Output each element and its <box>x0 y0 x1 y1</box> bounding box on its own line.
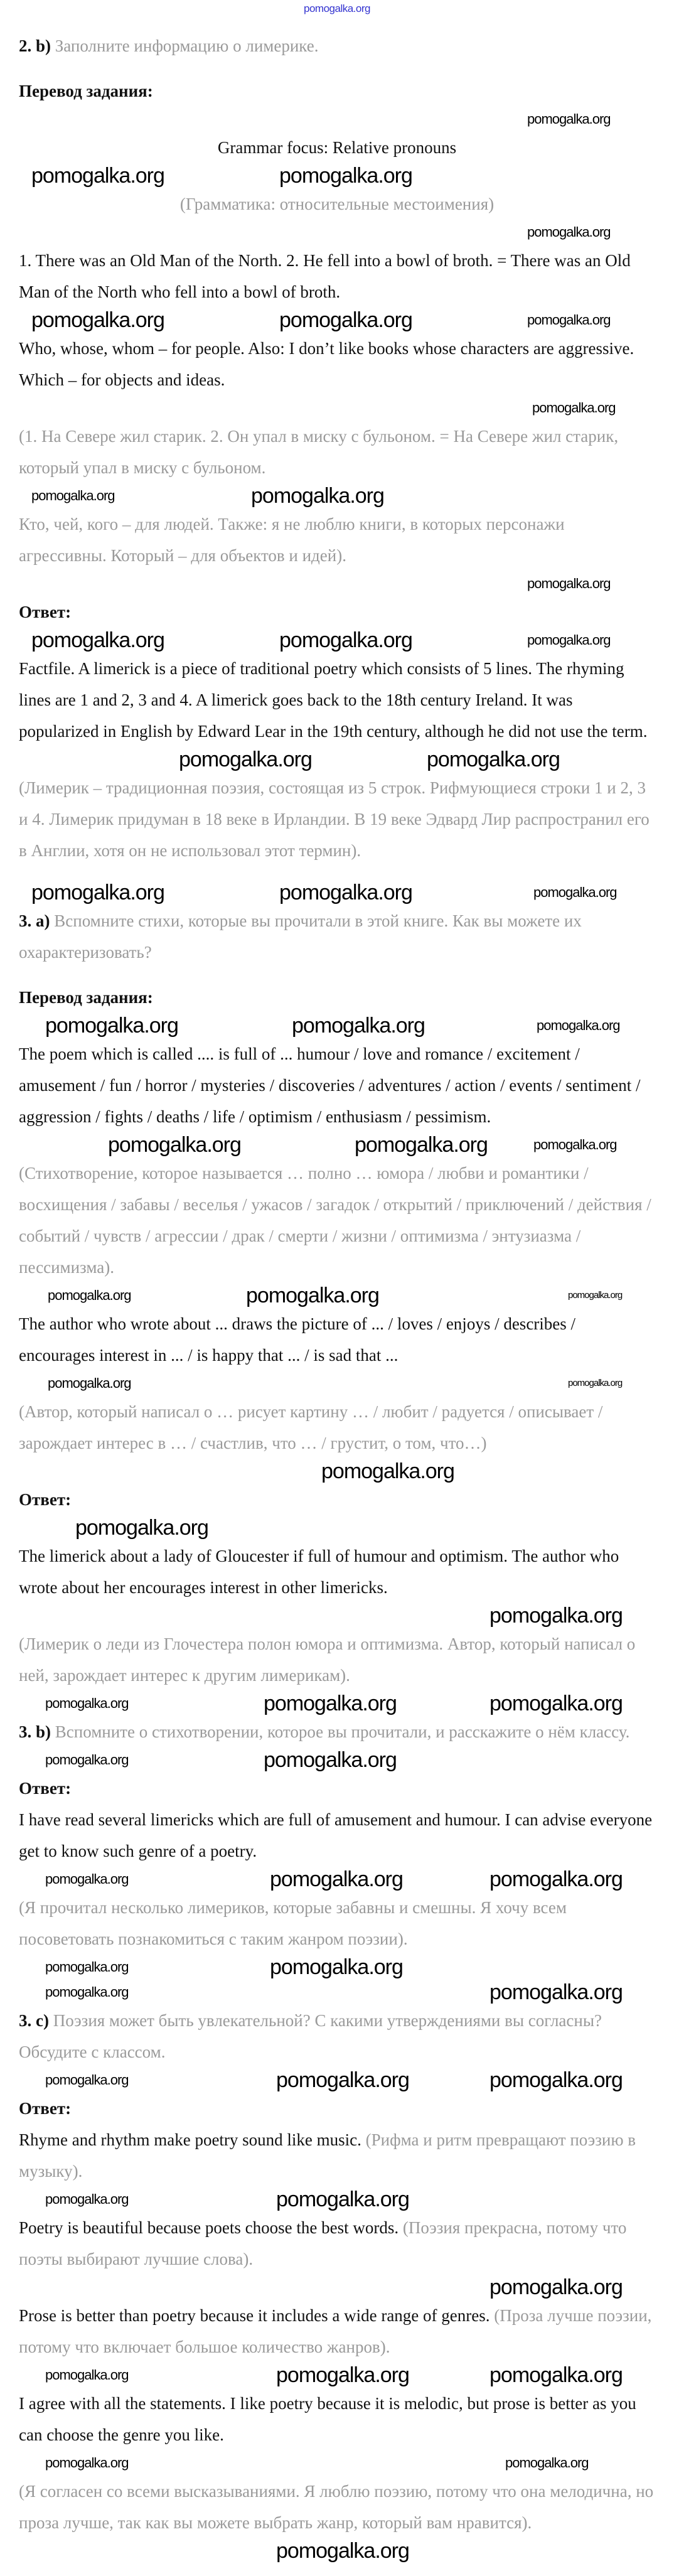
watermark-row <box>19 2450 655 2476</box>
watermark: pomogalka.org <box>45 1695 129 1711</box>
watermark: pomogalka.org <box>489 1604 623 1628</box>
exercise-3a-heading <box>19 905 655 968</box>
answer-label: Ответ: <box>19 2099 72 2118</box>
watermark-row <box>19 1371 655 1396</box>
task-text: Вспомните о стихотворении, которое вы прочитали, и расскажите о нём классу. <box>55 1722 630 1741</box>
watermark: pomogalka.org <box>264 1692 397 1715</box>
answer-text: I agree with all the statements. I like poetry because it is melodic, but prose is better as you can choose the genre you like. <box>19 2394 636 2444</box>
task-text: Поэзия может быть увлекательной? С какими утверждениями вы согласны? Обсудите с классом. <box>19 2011 602 2061</box>
watermark: pomogalka.org <box>537 1017 620 1033</box>
watermark: pomogalka.org <box>532 400 616 416</box>
watermark: pomogalka.org <box>279 881 412 904</box>
statement-translation: (Рифма и ритм превращают поэзию в музыку). <box>19 2130 636 2181</box>
watermark-row <box>19 395 655 421</box>
answer-translation: (Я согласен со всеми высказываниями. Я люблю поэзию, потому что она мелодична, но проза лучше, так как вы можете выбрать жанр, который вам нравится). <box>19 2482 654 2532</box>
watermark: pomogalka.org <box>276 2363 409 2387</box>
grammar-focus-translation: (Грамматика: относительные местоимения) <box>179 195 495 213</box>
task-text: Заполните информацию о лимерике. <box>55 36 319 55</box>
statement-2 <box>19 2212 655 2275</box>
watermark-row <box>19 1955 655 1980</box>
statement-translation: (Поэзия прекрасна, потому что поэты выбирают лучшие слова). <box>19 2218 627 2268</box>
watermark: pomogalka.org <box>527 312 611 328</box>
watermark: pomogalka.org <box>270 1955 403 1979</box>
watermark: pomogalka.org <box>45 2455 129 2471</box>
watermark: pomogalka.org <box>489 1692 623 1715</box>
watermark-row <box>19 483 655 508</box>
translation-label: Перевод задания: <box>19 988 153 1007</box>
watermark-row <box>19 2538 655 2563</box>
watermark-row <box>19 1013 655 1038</box>
watermark-row <box>19 747 655 772</box>
watermark: pomogalka.org <box>270 1867 403 1891</box>
watermark-row <box>19 1867 655 1892</box>
statement-text: Poetry is beautiful because poets choose the best words. <box>19 2218 399 2237</box>
watermark: pomogalka.org <box>489 2363 623 2387</box>
exercise-number: 3. c) <box>19 2011 49 2030</box>
statement-3 <box>19 2300 655 2363</box>
watermark-row <box>19 2275 655 2300</box>
watermark: pomogalka.org <box>31 881 164 904</box>
statement-1 <box>19 2124 655 2187</box>
exercise-number: 2. b) <box>19 36 51 55</box>
watermark: pomogalka.org <box>108 1133 241 1157</box>
answer-label: Ответ: <box>19 1490 72 1509</box>
watermark: pomogalka.org <box>45 1871 129 1887</box>
answer-translation: (Лимерик о леди из Глочестера полон юмора и оптимизма. Автор, который написал о ней, зарождает интерес к другим лимерикам). <box>19 1634 636 1685</box>
statement-text: Prose is better than poetry because it includes a wide range of genres. <box>19 2306 490 2325</box>
watermark-row <box>19 2187 655 2212</box>
watermark: pomogalka.org <box>279 628 412 652</box>
watermark: pomogalka.org <box>251 484 384 508</box>
watermark: pomogalka.org <box>45 2191 129 2207</box>
watermark: pomogalka.org <box>276 2539 409 2563</box>
watermark-row <box>19 1515 655 1540</box>
watermark: pomogalka.org <box>75 1516 208 1540</box>
watermark: pomogalka.org <box>292 1014 425 1038</box>
task-text: Вспомните стихи, которые вы прочитали в этой книге. Как вы можете их охарактеризовать? <box>19 911 582 962</box>
watermark: pomogalka.org <box>279 164 412 188</box>
exercise-number: 3. b) <box>19 1722 51 1741</box>
watermark-row <box>19 1283 655 1308</box>
exercise-number: 3. a) <box>19 911 50 930</box>
watermark: pomogalka.org <box>321 1459 454 1483</box>
example-text: 1. There was an Old Man of the North. 2. He fell into a bowl of broth. = There was an Old Man of the North who fell into a bowl of broth. <box>19 251 631 301</box>
author-template-text: The author who wrote about ... draws the picture of ... / loves / enjoys / describes / encourages interest in ... / is happy that ... / is sad that ... <box>19 1314 576 1365</box>
watermark: pomogalka.org <box>45 2072 129 2088</box>
watermark-row <box>19 1132 655 1157</box>
watermark-row <box>19 1603 655 1628</box>
exercise-2b-heading <box>19 30 655 62</box>
watermark: pomogalka.org <box>533 1137 617 1152</box>
watermark: pomogalka.org <box>489 1867 623 1891</box>
watermark: pomogalka.org <box>264 1748 397 1772</box>
watermark: pomogalka.org <box>45 1752 129 1768</box>
answer-label: Ответ: <box>19 603 72 621</box>
watermark-row <box>19 1691 655 1716</box>
watermark: pomogalka.org <box>31 628 164 652</box>
watermark: pomogalka.org <box>45 1984 129 2000</box>
answer-text: Factfile. A limerick is a piece of traditional poetry which consists of 5 lines. The rhyming lines are 1 and 2, 3 and 4. A limerick goes back to the 18th century Ireland. It was popularized in English by Edward Lear in the 19th century, although he did not use the term. <box>19 659 648 741</box>
example-translation: (1. На Севере жил старик. 2. Он упал в миску с бульоном. = На Севере жил старик, который упал в миску с бульоном. <box>19 427 619 477</box>
watermark: pomogalka.org <box>527 576 611 591</box>
rule-text: Who, whose, whom – for people. Also: I don’t like books whose characters are aggressive. Which – for objects and ideas. <box>19 339 634 389</box>
watermark: pomogalka.org <box>568 1378 623 1388</box>
watermark: pomogalka.org <box>533 884 617 900</box>
grammar-focus-title: Grammar focus: Relative pronouns <box>217 138 457 157</box>
watermark: pomogalka.org <box>568 1290 623 1301</box>
watermark-row <box>19 1747 655 1773</box>
watermark: pomogalka.org <box>489 2068 623 2092</box>
answer-label: Ответ: <box>19 1779 72 1798</box>
watermark-row <box>19 163 655 188</box>
watermark: pomogalka.org <box>276 2187 409 2211</box>
poem-template-translation: (Стихотворение, которое называется … полно … юмора / любви и романтики / восхищения / забавы / веселья / ужасов / загадок / открытий / приключений / действия / событий / чувств / агрессии / драк / смерти / жизни / оптимизма / энтузиазма / пессимизма). <box>19 1164 651 1277</box>
exercise-3b-heading <box>19 1716 655 1747</box>
watermark: pomogalka.org <box>489 2275 623 2299</box>
watermark: pomogalka.org <box>31 488 115 503</box>
watermark-row <box>19 107 655 132</box>
watermark: pomogalka.org <box>355 1133 488 1157</box>
exercise-3c-heading <box>19 2005 655 2068</box>
author-template-translation: (Автор, который написал о … рисует картину … / любит / радуется / описывает / зарождает интерес в … / счастлив, что … / грустит, о том, что…) <box>19 1402 603 1452</box>
poem-template-text: The poem which is called .... is full of ... humour / love and romance / excitement / amusement / fun / horror / mysteries / discoveries / adventures / action / events / sentiment / aggression / fights / deaths / life / optimism / enthusiasm / pessimism. <box>19 1044 641 1126</box>
answer-translation: (Я прочитал несколько лимериков, которые забавны и смешны. Я хочу всем посоветовать познакомиться с таким жанром поэзии). <box>19 1898 567 1948</box>
watermark-row <box>19 2363 655 2388</box>
watermark-row <box>19 308 655 333</box>
statement-text: Rhyme and rhythm make poetry sound like music. <box>19 2130 361 2149</box>
watermark: pomogalka.org <box>31 308 164 332</box>
watermark: pomogalka.org <box>48 1375 131 1391</box>
watermark: pomogalka.org <box>279 308 412 332</box>
statement-translation: (Проза лучше поэзии, потому что включает большое количество жанров). <box>19 2306 652 2356</box>
watermark: pomogalka.org <box>527 224 611 240</box>
watermark: pomogalka.org <box>45 1959 129 1975</box>
watermark: pomogalka.org <box>489 1980 623 2004</box>
translation-label: Перевод задания: <box>19 82 153 100</box>
watermark-row <box>19 1459 655 1484</box>
watermark: pomogalka.org <box>48 1287 131 1303</box>
answer-text: I have read several limericks which are full of amusement and humour. I can advise everyone get to know such genre of a poetry. <box>19 1810 653 1860</box>
watermark: pomogalka.org <box>276 2068 409 2092</box>
watermark: pomogalka.org <box>246 1284 379 1307</box>
watermark: pomogalka.org <box>31 164 164 188</box>
watermark-row <box>19 628 655 653</box>
watermark-row <box>19 1980 655 2005</box>
watermark: pomogalka.org <box>527 111 611 127</box>
answer-translation: (Лимерик – традиционная поэзия, состоящая из 5 строк. Рифмующиеся строки 1 и 2, 3 и 4. Лимерик придуман в 18 веке в Ирландии. В 19 веке Эдвард Лир распространил его в Англии, хотя он не использовал этот термин). <box>19 778 650 860</box>
answer-text: The limerick about a lady of Gloucester if full of humour and optimism. The author who wrote about her encourages interest in other limericks. <box>19 1547 619 1597</box>
watermark-row <box>19 2068 655 2093</box>
watermark: pomogalka.org <box>527 632 611 648</box>
watermark: pomogalka.org <box>427 748 560 771</box>
watermark: pomogalka.org <box>45 1014 178 1038</box>
rule-translation: Кто, чей, кого – для людей. Также: я не люблю книги, в которых персонажи агрессивны. Который – для объектов и идей). <box>19 515 565 565</box>
watermark-row <box>19 571 655 596</box>
watermark: pomogalka.org <box>179 748 312 771</box>
watermark: pomogalka.org <box>45 2367 129 2383</box>
watermark-row <box>19 880 655 905</box>
watermark: pomogalka.org <box>505 2455 589 2471</box>
watermark-row <box>19 220 655 245</box>
site-link[interactable]: pomogalka.org <box>304 3 370 14</box>
